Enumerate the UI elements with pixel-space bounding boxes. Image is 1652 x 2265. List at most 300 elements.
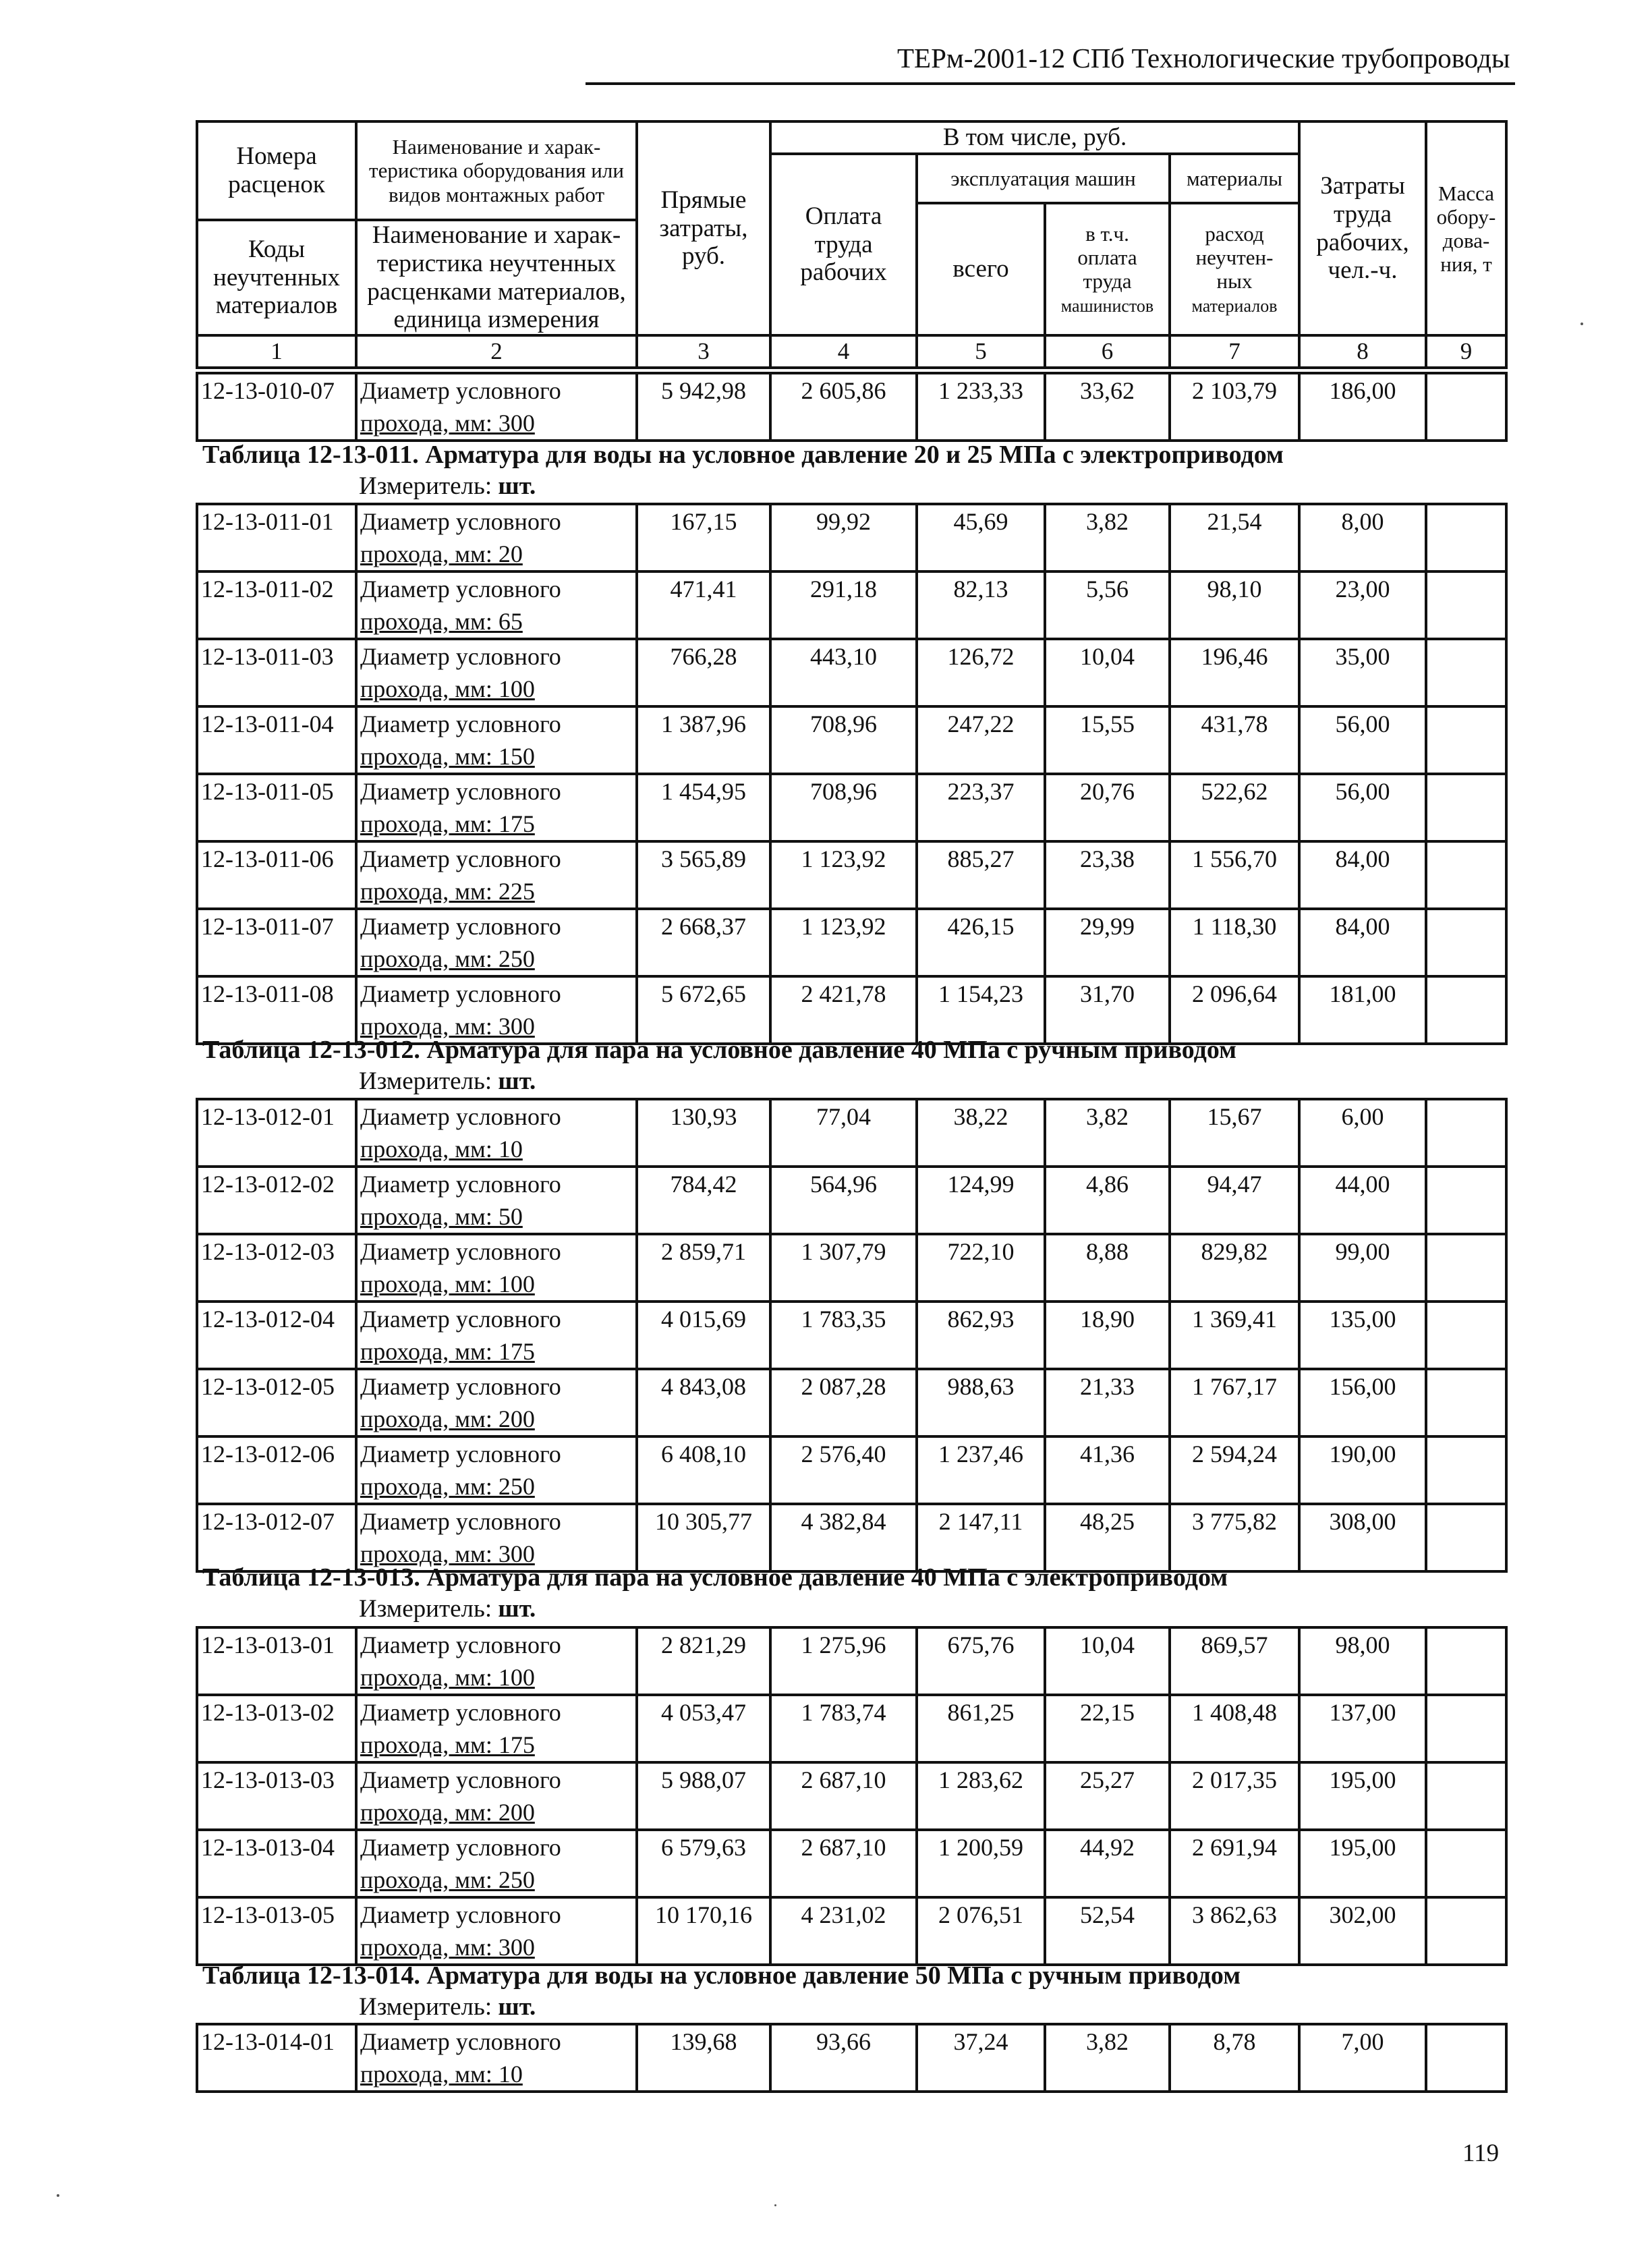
rate-code: 12-13-010-07 — [197, 373, 356, 441]
rate-code: 12-13-011-06 — [197, 841, 356, 909]
col-header-3 — [637, 121, 770, 335]
cell-direct: 167,15 — [637, 504, 770, 571]
cell-labor: 93,66 — [770, 2024, 917, 2092]
unit-value: шт. — [498, 1067, 536, 1095]
cell-hours: 137,00 — [1299, 1695, 1426, 1762]
unit-value: шт. — [498, 472, 536, 500]
cell-mach-labor: 10,04 — [1045, 1627, 1170, 1695]
cell-mach-labor: 33,62 — [1045, 373, 1170, 441]
table-row — [197, 1302, 1506, 1369]
table-row — [197, 639, 1506, 706]
header-line: машинистов — [1060, 296, 1154, 316]
cell-mach-labor: 44,92 — [1045, 1830, 1170, 1897]
cell-mass — [1426, 774, 1506, 841]
cell-labor: 708,96 — [770, 706, 917, 774]
header-line: Наименование и харак- — [392, 135, 601, 159]
cell-materials: 15,67 — [1170, 1099, 1299, 1167]
rate-name-line2: прохода, мм: 300 — [360, 410, 535, 437]
col-header-8 — [1299, 121, 1426, 335]
cell-mass — [1426, 1830, 1506, 1897]
cell-mach: 1 154,23 — [917, 976, 1045, 1044]
rate-name — [356, 774, 637, 841]
rate-name-line2: прохода, мм: 200 — [360, 1799, 535, 1826]
table-row — [197, 1234, 1506, 1302]
cell-materials: 21,54 — [1170, 504, 1299, 571]
cell-direct: 2 668,37 — [637, 909, 770, 976]
cell-mach-labor: 4,86 — [1045, 1167, 1170, 1234]
cell-mach-labor: 3,82 — [1045, 1099, 1170, 1167]
cell-direct: 766,28 — [637, 639, 770, 706]
header-line: ных — [1216, 269, 1253, 293]
cell-labor: 2 576,40 — [770, 1436, 917, 1504]
cell-mass — [1426, 2024, 1506, 2092]
rate-code: 12-13-013-01 — [197, 1627, 356, 1695]
header-line: материалов — [1191, 296, 1278, 316]
table-row — [197, 1099, 1506, 1167]
rate-name — [356, 1897, 637, 1965]
cell-materials: 98,10 — [1170, 571, 1299, 639]
rate-name-line1: Диаметр условного — [360, 1508, 561, 1535]
cell-direct: 1 454,95 — [637, 774, 770, 841]
rate-name-line2: прохода, мм: 100 — [360, 675, 535, 702]
cell-materials: 1 369,41 — [1170, 1302, 1299, 1369]
rate-name-line2: прохода, мм: 100 — [360, 1270, 535, 1297]
cell-mach-labor: 8,88 — [1045, 1234, 1170, 1302]
table-title: Таблица 12-13-011. Арматура для воды на условное давление 20 и 25 МПа с электроприводом — [202, 441, 1284, 469]
column-number-3: 3 — [637, 335, 770, 368]
cell-mach: 37,24 — [917, 2024, 1045, 2092]
table-row — [197, 1695, 1506, 1762]
cell-mass — [1426, 1504, 1506, 1571]
rates-table — [196, 372, 1508, 442]
rate-code: 12-13-011-04 — [197, 706, 356, 774]
cell-labor: 564,96 — [770, 1167, 917, 1234]
column-number-4: 4 — [770, 335, 917, 368]
cell-materials: 2 096,64 — [1170, 976, 1299, 1044]
rates-table — [196, 2023, 1508, 2093]
table-row — [197, 1504, 1506, 1571]
unit-line — [359, 472, 536, 501]
cell-mach: 988,63 — [917, 1369, 1045, 1436]
rate-name-line1: Диаметр условного — [360, 1699, 561, 1726]
cell-mass — [1426, 1695, 1506, 1762]
cell-materials: 829,82 — [1170, 1234, 1299, 1302]
cell-mass — [1426, 841, 1506, 909]
cell-mach: 1 283,62 — [917, 1762, 1045, 1830]
rate-name — [356, 1167, 637, 1234]
col-header-2-bottom — [356, 220, 637, 335]
scan-speck — [1580, 323, 1583, 325]
cell-direct: 6 408,10 — [637, 1436, 770, 1504]
rate-name-line1: Диаметр условного — [360, 1306, 561, 1333]
cell-mach: 861,25 — [917, 1695, 1045, 1762]
table-row — [197, 976, 1506, 1044]
rate-code: 12-13-014-01 — [197, 2024, 356, 2092]
header-line: теристика оборудования или — [369, 159, 624, 183]
rate-name-line2: прохода, мм: 250 — [360, 1866, 535, 1893]
cell-materials: 431,78 — [1170, 706, 1299, 774]
cell-mach: 862,93 — [917, 1302, 1045, 1369]
cell-mach: 426,15 — [917, 909, 1045, 976]
rate-name-line1: Диаметр условного — [360, 913, 561, 940]
running-header: ТЕРм-2001-12 СПб Технологические трубопроводы — [897, 43, 1510, 74]
header-line: Коды — [248, 235, 305, 263]
cell-mass — [1426, 1167, 1506, 1234]
rate-name — [356, 1830, 637, 1897]
cell-hours: 99,00 — [1299, 1234, 1426, 1302]
header-line: дова- — [1442, 228, 1490, 252]
cell-labor: 2 687,10 — [770, 1762, 917, 1830]
cell-labor: 708,96 — [770, 774, 917, 841]
rate-code: 12-13-012-05 — [197, 1369, 356, 1436]
cell-mass — [1426, 1234, 1506, 1302]
column-number-9: 9 — [1426, 335, 1506, 368]
unit-label: Измеритель: — [359, 1595, 492, 1623]
rate-code: 12-13-013-05 — [197, 1897, 356, 1965]
cell-mass — [1426, 1762, 1506, 1830]
cell-materials: 3 862,63 — [1170, 1897, 1299, 1965]
rate-name-line2: прохода, мм: 225 — [360, 878, 535, 905]
table-row — [197, 1830, 1506, 1897]
rate-name-line2: прохода, мм: 20 — [360, 540, 523, 567]
rate-code: 12-13-013-02 — [197, 1695, 356, 1762]
col-header-7 — [1170, 203, 1299, 335]
rate-name-line1: Диаметр условного — [360, 710, 561, 737]
cell-mach-labor: 15,55 — [1045, 706, 1170, 774]
cell-direct: 4 843,08 — [637, 1369, 770, 1436]
rate-name-line1: Диаметр условного — [360, 980, 561, 1007]
rate-name — [356, 909, 637, 976]
cell-hours: 181,00 — [1299, 976, 1426, 1044]
rate-name-line1: Диаметр условного — [360, 1373, 561, 1400]
col-header-2-top — [356, 121, 637, 220]
cell-mach-labor: 29,99 — [1045, 909, 1170, 976]
rates-table — [196, 1626, 1508, 1966]
rate-code: 12-13-013-03 — [197, 1762, 356, 1830]
col-header-1-bottom — [197, 220, 356, 335]
cell-mach: 2 076,51 — [917, 1897, 1045, 1965]
cell-labor: 1 307,79 — [770, 1234, 917, 1302]
cell-mach-labor: 21,33 — [1045, 1369, 1170, 1436]
table-row — [197, 2024, 1506, 2092]
table-row — [197, 909, 1506, 976]
rates-table — [196, 1098, 1508, 1573]
cell-labor: 99,92 — [770, 504, 917, 571]
cell-mach: 2 147,11 — [917, 1504, 1045, 1571]
cell-mass — [1426, 571, 1506, 639]
table-title: Таблица 12-13-012. Арматура для пара на условное давление 40 МПа с ручным приводом — [202, 1036, 1237, 1064]
header-line: труда — [814, 230, 873, 258]
cell-mach-labor: 48,25 — [1045, 1504, 1170, 1571]
scan-speck — [57, 2194, 59, 2197]
table-row — [197, 373, 1506, 441]
table-row — [197, 504, 1506, 571]
column-number-1: 1 — [197, 335, 356, 368]
cell-hours: 302,00 — [1299, 1897, 1426, 1965]
cell-mach: 1 237,46 — [917, 1436, 1045, 1504]
cell-hours: 195,00 — [1299, 1762, 1426, 1830]
cell-mach: 223,37 — [917, 774, 1045, 841]
cell-labor: 4 231,02 — [770, 1897, 917, 1965]
page-number: 119 — [1462, 2140, 1500, 2167]
header-line: расценками материалов, — [367, 277, 626, 306]
rate-name — [356, 504, 637, 571]
scan-speck — [774, 2204, 776, 2206]
cell-hours: 8,00 — [1299, 504, 1426, 571]
rate-name — [356, 706, 637, 774]
rate-name-line1: Диаметр условного — [360, 377, 561, 404]
unit-value: шт. — [498, 1993, 536, 2021]
rates-table — [196, 503, 1508, 1045]
rate-code: 12-13-011-02 — [197, 571, 356, 639]
cell-mach-labor: 3,82 — [1045, 504, 1170, 571]
rate-name — [356, 373, 637, 441]
rate-name — [356, 639, 637, 706]
col-header-6 — [1045, 203, 1170, 335]
table-row — [197, 841, 1506, 909]
rate-code: 12-13-011-05 — [197, 774, 356, 841]
cell-mach: 675,76 — [917, 1627, 1045, 1695]
cell-mass — [1426, 1436, 1506, 1504]
column-number-7: 7 — [1170, 335, 1299, 368]
header-line: рабочих, — [1316, 228, 1409, 256]
cell-mach: 1 233,33 — [917, 373, 1045, 441]
cell-direct: 130,93 — [637, 1099, 770, 1167]
rate-code: 12-13-011-01 — [197, 504, 356, 571]
cell-mach-labor: 41,36 — [1045, 1436, 1170, 1504]
header-line: обору- — [1436, 204, 1496, 229]
cell-direct: 2 821,29 — [637, 1627, 770, 1695]
rate-name — [356, 1234, 637, 1302]
rate-name-line2: прохода, мм: 300 — [360, 1540, 535, 1567]
cell-materials: 869,57 — [1170, 1627, 1299, 1695]
cell-mach: 722,10 — [917, 1234, 1045, 1302]
cell-mass — [1426, 1302, 1506, 1369]
rate-name — [356, 1436, 637, 1504]
rate-name-line2: прохода, мм: 50 — [360, 1203, 523, 1230]
header-line: Прямые — [660, 186, 747, 214]
cell-direct: 5 988,07 — [637, 1762, 770, 1830]
rate-name-line2: прохода, мм: 300 — [360, 1934, 535, 1961]
cell-direct: 5 672,65 — [637, 976, 770, 1044]
rate-name-line1: Диаметр условного — [360, 2028, 561, 2055]
rate-code: 12-13-012-07 — [197, 1504, 356, 1571]
cell-materials: 196,46 — [1170, 639, 1299, 706]
header-line: расход — [1205, 222, 1264, 246]
rate-name — [356, 1695, 637, 1762]
table-title: Таблица 12-13-014. Арматура для воды на условное давление 50 МПа с ручным приводом — [202, 1961, 1241, 1990]
cell-mass — [1426, 1369, 1506, 1436]
cell-hours: 6,00 — [1299, 1099, 1426, 1167]
col-header-machines: эксплуатация машин — [917, 154, 1170, 203]
cell-materials: 8,78 — [1170, 2024, 1299, 2092]
rate-name-line2: прохода, мм: 100 — [360, 1664, 535, 1691]
cell-mach-labor: 5,56 — [1045, 571, 1170, 639]
cell-labor: 2 421,78 — [770, 976, 917, 1044]
rate-name-line1: Диаметр условного — [360, 1766, 561, 1793]
rate-code: 12-13-011-03 — [197, 639, 356, 706]
rate-name-line1: Диаметр условного — [360, 643, 561, 670]
cell-direct: 6 579,63 — [637, 1830, 770, 1897]
header-line: материалов — [215, 291, 338, 320]
cell-materials: 2 594,24 — [1170, 1436, 1299, 1504]
rate-name-line2: прохода, мм: 175 — [360, 810, 535, 837]
cell-direct: 4 015,69 — [637, 1302, 770, 1369]
cell-hours: 35,00 — [1299, 639, 1426, 706]
cell-hours: 135,00 — [1299, 1302, 1426, 1369]
cell-mass — [1426, 706, 1506, 774]
cell-materials: 1 556,70 — [1170, 841, 1299, 909]
cell-direct: 5 942,98 — [637, 373, 770, 441]
rate-code: 12-13-013-04 — [197, 1830, 356, 1897]
header-line: чел.-ч. — [1328, 256, 1398, 285]
table-row — [197, 1436, 1506, 1504]
unit-value: шт. — [498, 1595, 536, 1623]
rate-code: 12-13-012-01 — [197, 1099, 356, 1167]
table-title: Таблица 12-13-013. Арматура для пара на условное давление 40 МПа с электроприводом — [202, 1563, 1228, 1592]
cell-mass — [1426, 639, 1506, 706]
rate-name-line1: Диаметр условного — [360, 1901, 561, 1928]
cell-direct: 1 387,96 — [637, 706, 770, 774]
cell-direct: 139,68 — [637, 2024, 770, 2092]
cell-materials: 522,62 — [1170, 774, 1299, 841]
header-line: неучтенных — [213, 263, 340, 291]
header-line: теристика неучтенных — [376, 249, 617, 277]
rate-name-line2: прохода, мм: 10 — [360, 2061, 523, 2088]
cell-mach-labor: 31,70 — [1045, 976, 1170, 1044]
cell-mach-labor: 10,04 — [1045, 639, 1170, 706]
table-row — [197, 1897, 1506, 1965]
cell-mach: 38,22 — [917, 1099, 1045, 1167]
cell-materials: 1 767,17 — [1170, 1369, 1299, 1436]
rate-name-line2: прохода, мм: 150 — [360, 743, 535, 770]
cell-hours: 7,00 — [1299, 2024, 1426, 2092]
table-row — [197, 571, 1506, 639]
rate-name-line2: прохода, мм: 200 — [360, 1405, 535, 1432]
col-header-5: всего — [917, 203, 1045, 335]
unit-line — [359, 1992, 536, 2021]
cell-mach-labor: 23,38 — [1045, 841, 1170, 909]
table-row — [197, 1627, 1506, 1695]
cell-labor: 443,10 — [770, 639, 917, 706]
header-line: оплата — [1077, 246, 1137, 270]
col-header-9 — [1426, 121, 1506, 335]
rate-name-line2: прохода, мм: 300 — [360, 1013, 535, 1040]
rate-name — [356, 841, 637, 909]
unit-line — [359, 1067, 536, 1096]
col-header-4 — [770, 154, 917, 335]
cell-mass — [1426, 1897, 1506, 1965]
cell-direct: 784,42 — [637, 1167, 770, 1234]
rate-name — [356, 1627, 637, 1695]
rate-name-line2: прохода, мм: 175 — [360, 1731, 535, 1758]
header-line: неучтен- — [1195, 246, 1274, 270]
rate-name — [356, 1504, 637, 1571]
cell-mach: 1 200,59 — [917, 1830, 1045, 1897]
cell-hours: 84,00 — [1299, 909, 1426, 976]
table-row — [197, 1369, 1506, 1436]
cell-hours: 186,00 — [1299, 373, 1426, 441]
cell-labor: 1 123,92 — [770, 841, 917, 909]
cell-labor: 2 087,28 — [770, 1369, 917, 1436]
rate-name — [356, 1302, 637, 1369]
cell-hours: 308,00 — [1299, 1504, 1426, 1571]
cell-hours: 84,00 — [1299, 841, 1426, 909]
cell-mach-labor: 20,76 — [1045, 774, 1170, 841]
cell-mach-labor: 22,15 — [1045, 1695, 1170, 1762]
column-number-8: 8 — [1299, 335, 1426, 368]
cell-materials: 2 017,35 — [1170, 1762, 1299, 1830]
rate-name-line2: прохода, мм: 65 — [360, 608, 523, 635]
column-number-2: 2 — [356, 335, 637, 368]
rate-name-line2: прохода, мм: 10 — [360, 1136, 523, 1163]
rate-name-line1: Диаметр условного — [360, 508, 561, 535]
cell-labor: 4 382,84 — [770, 1504, 917, 1571]
cell-mass — [1426, 1099, 1506, 1167]
col-header-materials: материалы — [1170, 154, 1299, 203]
header-line: Масса — [1438, 181, 1494, 205]
header-line: в т.ч. — [1085, 222, 1129, 246]
rate-name-line1: Диаметр условного — [360, 845, 561, 872]
cell-direct: 10 305,77 — [637, 1504, 770, 1571]
header-line: расценок — [228, 171, 325, 198]
cell-mach-labor: 18,90 — [1045, 1302, 1170, 1369]
table-row — [197, 706, 1506, 774]
cell-hours: 56,00 — [1299, 706, 1426, 774]
table-row — [197, 774, 1506, 841]
cell-hours: 23,00 — [1299, 571, 1426, 639]
cell-mass — [1426, 373, 1506, 441]
cell-direct: 10 170,16 — [637, 1897, 770, 1965]
rate-name-line2: прохода, мм: 250 — [360, 945, 535, 972]
col-header-1-top — [197, 121, 356, 220]
rate-name-line1: Диаметр условного — [360, 1103, 561, 1130]
rate-code: 12-13-012-02 — [197, 1167, 356, 1234]
header-line: Оплата — [805, 202, 882, 230]
cell-mach: 885,27 — [917, 841, 1045, 909]
rate-name — [356, 1762, 637, 1830]
header-line: Наименование и харак- — [372, 221, 621, 249]
cell-hours: 98,00 — [1299, 1627, 1426, 1695]
cell-mach-labor: 3,82 — [1045, 2024, 1170, 2092]
column-number-6: 6 — [1045, 335, 1170, 368]
cell-labor: 2 605,86 — [770, 373, 917, 441]
cell-labor: 1 783,35 — [770, 1302, 917, 1369]
col-header-group: В том числе, руб. — [770, 121, 1299, 154]
cell-direct: 2 859,71 — [637, 1234, 770, 1302]
cell-materials: 94,47 — [1170, 1167, 1299, 1234]
header-line: видов монтажных работ — [388, 182, 605, 206]
header-line: труда — [1333, 200, 1392, 228]
rate-name-line1: Диаметр условного — [360, 1441, 561, 1467]
rate-name — [356, 976, 637, 1044]
cell-materials: 1 408,48 — [1170, 1695, 1299, 1762]
column-number-5: 5 — [917, 335, 1045, 368]
cell-mach: 247,22 — [917, 706, 1045, 774]
cell-hours: 44,00 — [1299, 1167, 1426, 1234]
cell-hours: 56,00 — [1299, 774, 1426, 841]
cell-materials: 2 103,79 — [1170, 373, 1299, 441]
rate-code: 12-13-011-07 — [197, 909, 356, 976]
cell-materials: 1 118,30 — [1170, 909, 1299, 976]
cell-mass — [1426, 976, 1506, 1044]
cell-hours: 190,00 — [1299, 1436, 1426, 1504]
rate-name-line1: Диаметр условного — [360, 778, 561, 805]
rate-name-line1: Диаметр условного — [360, 576, 561, 603]
header-rule — [586, 82, 1515, 85]
rate-code: 12-13-012-06 — [197, 1436, 356, 1504]
table-row — [197, 1762, 1506, 1830]
